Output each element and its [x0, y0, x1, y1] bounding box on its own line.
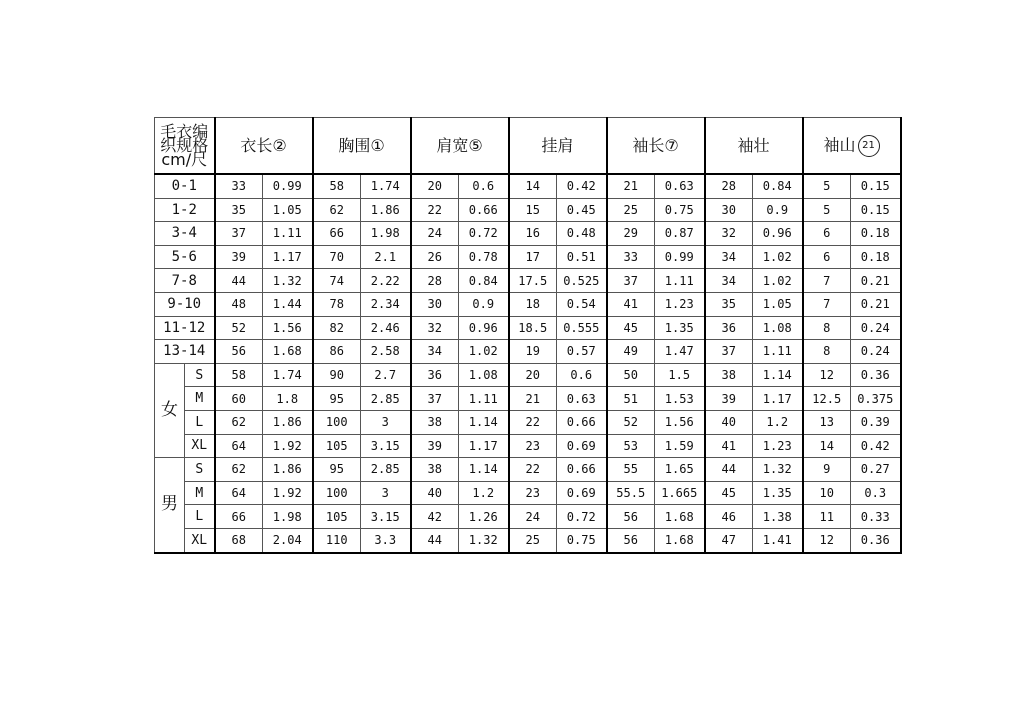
table-cell: 0.69 — [557, 434, 607, 458]
table-cell: 0.69 — [557, 481, 607, 505]
table-cell: 0.18 — [851, 222, 901, 246]
table-cell: 22 — [509, 458, 557, 482]
table-cell: 24 — [411, 222, 459, 246]
table-cell: 1.32 — [263, 269, 313, 293]
column-header — [313, 118, 411, 175]
table-cell: 1.86 — [263, 458, 313, 482]
table-cell: 1.35 — [655, 316, 705, 340]
column-header — [705, 118, 803, 175]
corner-label: 毛衣编织规格cm/尺 — [155, 118, 215, 175]
table-cell: 1.68 — [655, 505, 705, 529]
age-range-label: 7-8 — [155, 269, 215, 293]
table-row — [155, 222, 901, 246]
table-row — [155, 316, 901, 340]
table-cell: 0.6 — [557, 363, 607, 387]
table-cell: 1.5 — [655, 363, 705, 387]
table-cell: 34 — [705, 245, 753, 269]
table-cell: 64 — [215, 481, 263, 505]
table-cell: 0.18 — [851, 245, 901, 269]
table-cell: 35 — [215, 198, 263, 222]
column-header — [509, 118, 607, 175]
size-label: M — [185, 481, 215, 505]
table-cell: 2.7 — [361, 363, 411, 387]
table-cell: 1.74 — [263, 363, 313, 387]
table-cell: 0.525 — [557, 269, 607, 293]
circled-number-badge: 21 — [858, 135, 880, 157]
table-cell: 36 — [705, 316, 753, 340]
table-cell: 3 — [361, 481, 411, 505]
table-cell: 3.15 — [361, 434, 411, 458]
table-cell: 23 — [509, 481, 557, 505]
table-cell: 105 — [313, 434, 361, 458]
table-cell: 1.59 — [655, 434, 705, 458]
table-cell: 66 — [215, 505, 263, 529]
table-cell: 28 — [411, 269, 459, 293]
table-cell: 1.11 — [753, 340, 803, 364]
table-cell: 110 — [313, 528, 361, 552]
table-cell: 46 — [705, 505, 753, 529]
table-cell: 62 — [215, 410, 263, 434]
table-cell: 32 — [411, 316, 459, 340]
table-cell: 40 — [705, 410, 753, 434]
table-cell: 2.34 — [361, 292, 411, 316]
table-cell: 1.26 — [459, 505, 509, 529]
table-cell: 1.8 — [263, 387, 313, 411]
table-cell: 52 — [215, 316, 263, 340]
table-cell: 49 — [607, 340, 655, 364]
table-cell: 1.53 — [655, 387, 705, 411]
table-cell: 34 — [705, 269, 753, 293]
table-cell: 14 — [803, 434, 851, 458]
table-cell: 38 — [411, 410, 459, 434]
table-cell: 86 — [313, 340, 361, 364]
table-cell: 1.11 — [655, 269, 705, 293]
table-cell: 70 — [313, 245, 361, 269]
table-cell: 2.46 — [361, 316, 411, 340]
size-label: S — [185, 458, 215, 482]
table-cell: 90 — [313, 363, 361, 387]
column-header-label: 肩宽⑤ — [436, 135, 483, 155]
table-cell: 17 — [509, 245, 557, 269]
table-row — [155, 198, 901, 222]
table-cell: 22 — [411, 198, 459, 222]
table-cell: 12 — [803, 363, 851, 387]
table-cell: 60 — [215, 387, 263, 411]
age-range-label: 0-1 — [155, 174, 215, 198]
table-cell: 0.9 — [459, 292, 509, 316]
table-cell: 8 — [803, 340, 851, 364]
table-cell: 42 — [411, 505, 459, 529]
table-cell: 0.375 — [851, 387, 901, 411]
table-cell: 16 — [509, 222, 557, 246]
age-range-label: 13-14 — [155, 340, 215, 364]
table-cell: 12.5 — [803, 387, 851, 411]
table-cell: 25 — [509, 528, 557, 552]
table-cell: 0.72 — [557, 505, 607, 529]
table-cell: 33 — [215, 174, 263, 198]
table-cell: 51 — [607, 387, 655, 411]
table-cell: 1.47 — [655, 340, 705, 364]
table-cell: 66 — [313, 222, 361, 246]
table-cell: 0.9 — [753, 198, 803, 222]
column-header-label: 袖壮 — [737, 135, 770, 155]
table-cell: 5 — [803, 174, 851, 198]
table-cell: 23 — [509, 434, 557, 458]
table-cell: 64 — [215, 434, 263, 458]
table-cell: 0.36 — [851, 528, 901, 552]
table-cell: 0.66 — [557, 410, 607, 434]
table-cell: 1.2 — [459, 481, 509, 505]
size-label: L — [185, 505, 215, 529]
column-header-label: 袖山 — [823, 135, 856, 154]
table-cell: 1.41 — [753, 528, 803, 552]
table-cell: 105 — [313, 505, 361, 529]
table-cell: 0.87 — [655, 222, 705, 246]
table-cell: 0.51 — [557, 245, 607, 269]
age-range-label: 9-10 — [155, 292, 215, 316]
table-cell: 0.24 — [851, 340, 901, 364]
table-cell: 1.2 — [753, 410, 803, 434]
table-cell: 0.84 — [459, 269, 509, 293]
table-cell: 0.66 — [459, 198, 509, 222]
table-cell: 37 — [411, 387, 459, 411]
table-cell: 22 — [509, 410, 557, 434]
table-cell: 1.05 — [753, 292, 803, 316]
column-header-label: 衣长② — [240, 135, 287, 155]
column-header — [411, 118, 509, 175]
table-cell: 1.17 — [263, 245, 313, 269]
table-cell: 11 — [803, 505, 851, 529]
table-cell: 56 — [215, 340, 263, 364]
table-cell: 1.98 — [263, 505, 313, 529]
table-cell: 1.56 — [655, 410, 705, 434]
table-cell: 2.58 — [361, 340, 411, 364]
table-cell: 0.63 — [655, 174, 705, 198]
table-cell: 9 — [803, 458, 851, 482]
table-cell: 0.48 — [557, 222, 607, 246]
table-cell: 1.92 — [263, 481, 313, 505]
table-cell: 0.96 — [459, 316, 509, 340]
gender-label: 男 — [155, 458, 185, 553]
table-row — [155, 174, 901, 198]
table-cell: 0.36 — [851, 363, 901, 387]
table-cell: 95 — [313, 387, 361, 411]
size-label: S — [185, 363, 215, 387]
table-cell: 41 — [705, 434, 753, 458]
table-cell: 44 — [705, 458, 753, 482]
table-cell: 25 — [607, 198, 655, 222]
table-row — [155, 481, 901, 505]
table-cell: 45 — [705, 481, 753, 505]
age-range-label: 11-12 — [155, 316, 215, 340]
table-cell: 18.5 — [509, 316, 557, 340]
table-cell: 95 — [313, 458, 361, 482]
table-cell: 100 — [313, 481, 361, 505]
table-cell: 1.68 — [655, 528, 705, 552]
table-cell: 0.39 — [851, 410, 901, 434]
table-cell: 0.99 — [655, 245, 705, 269]
table-cell: 0.54 — [557, 292, 607, 316]
table-cell: 30 — [411, 292, 459, 316]
table-cell: 58 — [215, 363, 263, 387]
table-cell: 100 — [313, 410, 361, 434]
table-cell: 1.14 — [753, 363, 803, 387]
table-cell: 0.21 — [851, 269, 901, 293]
table-cell: 1.98 — [361, 222, 411, 246]
size-label: XL — [185, 434, 215, 458]
table-cell: 32 — [705, 222, 753, 246]
table-cell: 35 — [705, 292, 753, 316]
table-cell: 0.75 — [655, 198, 705, 222]
table-cell: 0.27 — [851, 458, 901, 482]
table-cell: 1.32 — [753, 458, 803, 482]
table-cell: 1.38 — [753, 505, 803, 529]
column-header-label: 挂肩 — [541, 135, 574, 155]
table-cell: 0.42 — [557, 174, 607, 198]
table-cell: 0.96 — [753, 222, 803, 246]
table-cell: 39 — [411, 434, 459, 458]
table-cell: 10 — [803, 481, 851, 505]
table-cell: 1.23 — [655, 292, 705, 316]
table-cell: 1.23 — [753, 434, 803, 458]
table-cell: 78 — [313, 292, 361, 316]
table-cell: 3 — [361, 410, 411, 434]
table-cell: 2.85 — [361, 387, 411, 411]
column-header — [607, 118, 705, 175]
table-cell: 20 — [411, 174, 459, 198]
table-cell: 29 — [607, 222, 655, 246]
table-row — [155, 458, 901, 482]
table-cell: 0.42 — [851, 434, 901, 458]
table-cell: 1.68 — [263, 340, 313, 364]
table-cell: 3.15 — [361, 505, 411, 529]
sweater-size-table — [154, 117, 902, 554]
table-cell: 37 — [705, 340, 753, 364]
table-cell: 44 — [411, 528, 459, 552]
table-cell: 0.33 — [851, 505, 901, 529]
table-cell: 34 — [411, 340, 459, 364]
table-cell: 0.57 — [557, 340, 607, 364]
table-cell: 1.02 — [753, 245, 803, 269]
table-row — [155, 292, 901, 316]
age-range-label: 3-4 — [155, 222, 215, 246]
table-cell: 38 — [411, 458, 459, 482]
table-row — [155, 387, 901, 411]
table-cell: 18 — [509, 292, 557, 316]
table-cell: 0.75 — [557, 528, 607, 552]
table-cell: 6 — [803, 222, 851, 246]
table-cell: 1.02 — [753, 269, 803, 293]
table-cell: 1.11 — [459, 387, 509, 411]
table-cell: 13 — [803, 410, 851, 434]
table-cell: 36 — [411, 363, 459, 387]
table-cell: 37 — [215, 222, 263, 246]
table-cell: 1.14 — [459, 410, 509, 434]
table-cell: 2.22 — [361, 269, 411, 293]
table-cell: 3.3 — [361, 528, 411, 552]
table-cell: 2.85 — [361, 458, 411, 482]
table-cell: 5 — [803, 198, 851, 222]
table-cell: 82 — [313, 316, 361, 340]
table-cell: 48 — [215, 292, 263, 316]
table-row — [155, 245, 901, 269]
table-cell: 20 — [509, 363, 557, 387]
table-cell: 6 — [803, 245, 851, 269]
table-cell: 45 — [607, 316, 655, 340]
table-cell: 1.11 — [263, 222, 313, 246]
table-cell: 0.99 — [263, 174, 313, 198]
table-row — [155, 505, 901, 529]
table-cell: 1.65 — [655, 458, 705, 482]
table-cell: 47 — [705, 528, 753, 552]
table-row — [155, 410, 901, 434]
table-cell: 1.14 — [459, 458, 509, 482]
age-range-label: 5-6 — [155, 245, 215, 269]
size-label: L — [185, 410, 215, 434]
gender-label: 女 — [155, 363, 185, 457]
table-cell: 1.44 — [263, 292, 313, 316]
table-cell: 2.04 — [263, 528, 313, 552]
table-cell: 7 — [803, 269, 851, 293]
table-cell: 68 — [215, 528, 263, 552]
table-row — [155, 528, 901, 552]
table-row — [155, 269, 901, 293]
table-cell: 0.24 — [851, 316, 901, 340]
table-cell: 1.86 — [361, 198, 411, 222]
table-cell: 12 — [803, 528, 851, 552]
table-cell: 1.32 — [459, 528, 509, 552]
table-row — [155, 363, 901, 387]
table-cell: 19 — [509, 340, 557, 364]
table-cell: 39 — [705, 387, 753, 411]
table-cell: 56 — [607, 528, 655, 552]
column-header — [215, 118, 313, 175]
table-cell: 14 — [509, 174, 557, 198]
table-cell: 2.1 — [361, 245, 411, 269]
table-cell: 0.45 — [557, 198, 607, 222]
table-cell: 44 — [215, 269, 263, 293]
table-cell: 26 — [411, 245, 459, 269]
size-label: M — [185, 387, 215, 411]
table-cell: 8 — [803, 316, 851, 340]
table-cell: 1.17 — [753, 387, 803, 411]
table-cell: 39 — [215, 245, 263, 269]
table-cell: 74 — [313, 269, 361, 293]
table-cell: 1.17 — [459, 434, 509, 458]
table-cell: 1.35 — [753, 481, 803, 505]
table-cell: 50 — [607, 363, 655, 387]
table-cell: 0.78 — [459, 245, 509, 269]
table-cell: 1.05 — [263, 198, 313, 222]
table-cell: 1.665 — [655, 481, 705, 505]
table-cell: 28 — [705, 174, 753, 198]
table-cell: 38 — [705, 363, 753, 387]
table-cell: 1.08 — [753, 316, 803, 340]
table-cell: 0.63 — [557, 387, 607, 411]
table-cell: 1.08 — [459, 363, 509, 387]
table-cell: 1.86 — [263, 410, 313, 434]
table-cell: 1.92 — [263, 434, 313, 458]
column-header-label: 胸围① — [338, 135, 385, 155]
table-cell: 1.02 — [459, 340, 509, 364]
table-cell: 0.3 — [851, 481, 901, 505]
table-cell: 21 — [509, 387, 557, 411]
table-cell: 30 — [705, 198, 753, 222]
table-cell: 33 — [607, 245, 655, 269]
table-row — [155, 340, 901, 364]
table-cell: 62 — [215, 458, 263, 482]
table-cell: 0.15 — [851, 174, 901, 198]
table-cell: 56 — [607, 505, 655, 529]
column-header — [803, 118, 901, 175]
table-row — [155, 434, 901, 458]
table-cell: 55.5 — [607, 481, 655, 505]
table-cell: 17.5 — [509, 269, 557, 293]
header-row — [155, 118, 901, 175]
table-cell: 0.6 — [459, 174, 509, 198]
table-cell: 40 — [411, 481, 459, 505]
table-cell: 37 — [607, 269, 655, 293]
table-cell: 15 — [509, 198, 557, 222]
table-cell: 1.74 — [361, 174, 411, 198]
table-cell: 0.21 — [851, 292, 901, 316]
table-cell: 0.555 — [557, 316, 607, 340]
table-cell: 0.84 — [753, 174, 803, 198]
table-cell: 1.56 — [263, 316, 313, 340]
table-cell: 24 — [509, 505, 557, 529]
size-label: XL — [185, 528, 215, 552]
table-cell: 53 — [607, 434, 655, 458]
column-header-label: 袖长⑦ — [632, 135, 679, 155]
table-cell: 21 — [607, 174, 655, 198]
table-cell: 55 — [607, 458, 655, 482]
age-range-label: 1-2 — [155, 198, 215, 222]
table-cell: 58 — [313, 174, 361, 198]
table-cell: 0.72 — [459, 222, 509, 246]
table-cell: 52 — [607, 410, 655, 434]
table-cell: 62 — [313, 198, 361, 222]
table-cell: 0.66 — [557, 458, 607, 482]
table-cell: 0.15 — [851, 198, 901, 222]
table-cell: 7 — [803, 292, 851, 316]
table-body — [155, 174, 901, 553]
table-cell: 41 — [607, 292, 655, 316]
